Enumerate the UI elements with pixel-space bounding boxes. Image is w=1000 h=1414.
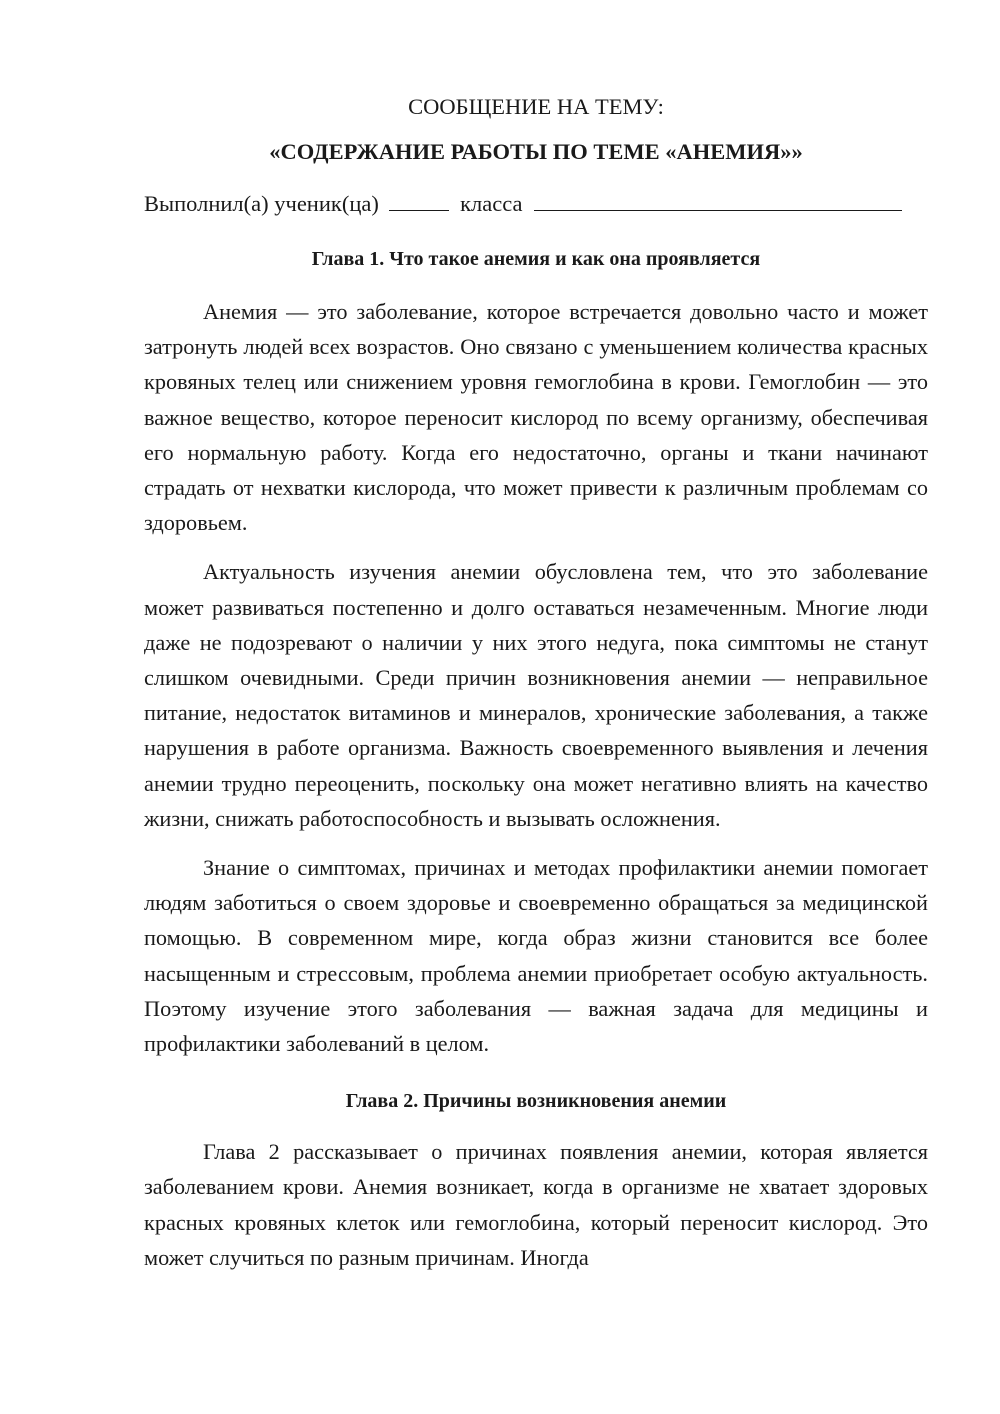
chapter-1-paragraph-1: Анемия — это заболевание, которое встречается довольно часто и может затронуть людей всех возрастов. Оно связано с уменьшением количества красных кровяных телец или снижением уровня гемоглобина в крови. Гемоглобин — это важное вещество, которое переносит кислород по всему организму, обеспечивая его нормальную работу. Когда его недостаточно, органы и ткани начинают страдать от нехватки кислорода, что может привести к различным проблемам со здоровьем. <box>144 299 928 536</box>
byline-class-label: класса <box>460 191 523 216</box>
byline <box>144 189 928 219</box>
chapter-1-paragraph-2: Актуальность изучения анемии обусловлена тем, что это заболевание может развиваться постепенно и долго оставаться незамеченным. Многие люди даже не подозревают о наличии у них этого недуга, пока симптомы не станут слишком очевидными. Среди причин возникновения анемии — неправильное питание, недостаток витаминов и минералов, хронические заболевания, а также нарушения в работе организма. Важность своевременного выявления и лечения анемии трудно переоценить, поскольку она может негативно влиять на качество жизни, снижать работоспособность и вызывать осложнения. <box>144 559 928 831</box>
document-page <box>144 92 928 1275</box>
chapter-2-paragraph-1: Глава 2 рассказывает о причинах появления анемии, которая является заболеванием крови. Анемия возникает, когда в организме не хватает здоровых красных кровяных клеток или гемоглобина, который переносит кислород. Это может случиться по разным причинам. Иногда <box>144 1139 928 1270</box>
document-title-line-1: СООБЩЕНИЕ НА ТЕМУ: <box>408 94 664 119</box>
grade-blank <box>389 190 449 211</box>
chapter-2-title: Глава 2. Причины возникновения анемии <box>345 1090 727 1113</box>
name-blank <box>534 190 902 211</box>
byline-prefix: Выполнил(а) ученик(ца) <box>144 191 379 216</box>
document-title-line-2: «СОДЕРЖАНИЕ РАБОТЫ ПО ТЕМЕ «АНЕМИЯ»» <box>269 139 803 164</box>
chapter-1-title: Глава 1. Что такое анемия и как она проявляется <box>311 248 761 270</box>
chapter-1-paragraph-3: Знание о симптомах, причинах и методах профилактики анемии помогает людям заботиться о своем здоровье и своевременно обращаться за медицинской помощью. В современном мире, когда образ жизни становится все более насыщенным и стрессовым, проблема анемии приобретает особую актуальность. Поэтому изучение этого заболевания — важная задача для медицины и профилактики заболеваний в целом. <box>144 855 928 1057</box>
